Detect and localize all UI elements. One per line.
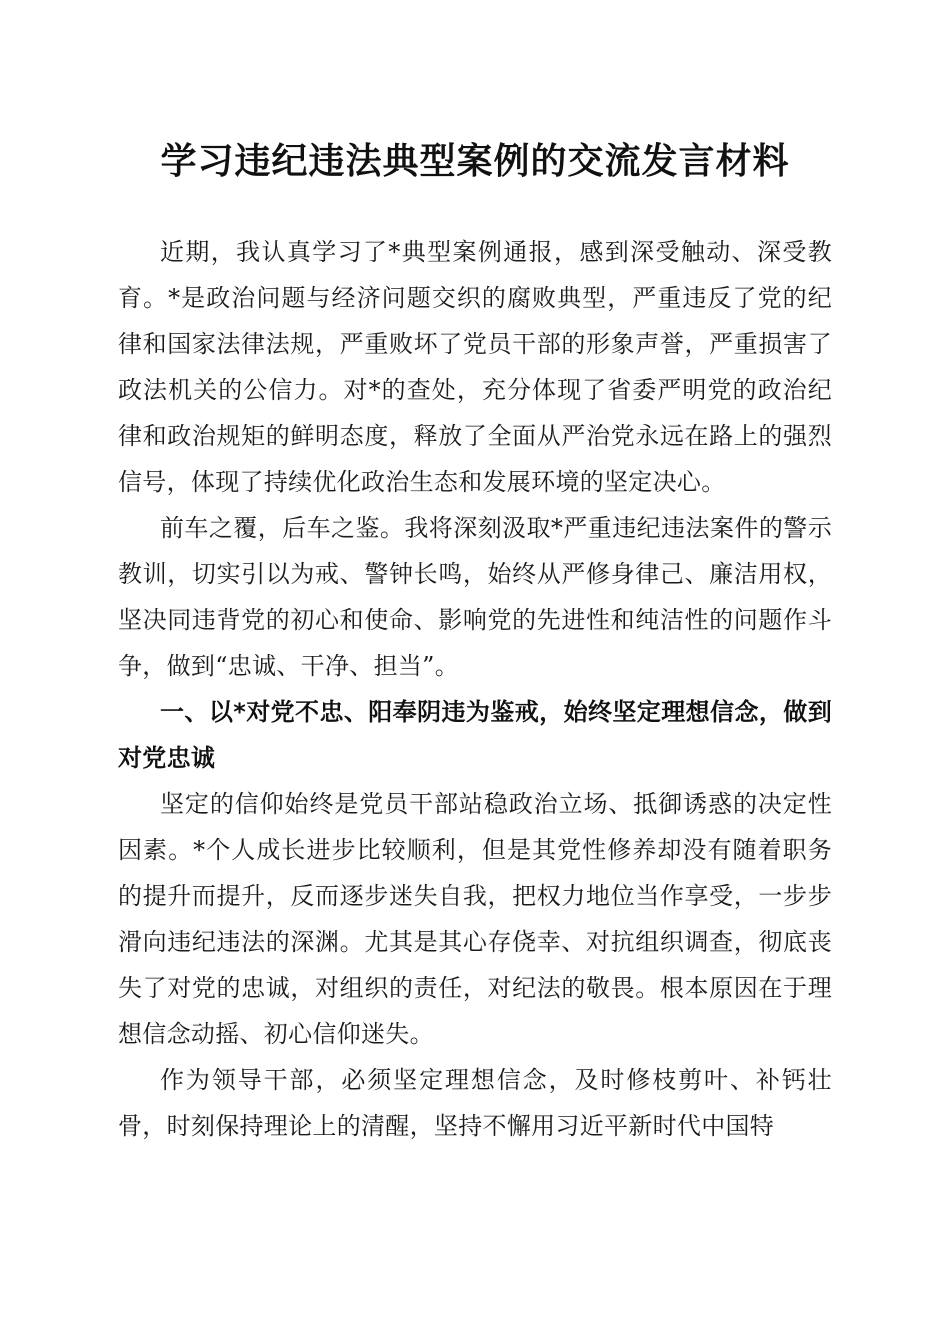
paragraph: 作为领导干部，必须坚定理想信念，及时修枝剪叶、补钙壮骨，时刻保持理论上的清醒，坚持不懈用习近平新时代中国特 (118, 1066, 832, 1140)
section-heading: 一、以*对党不忠、阳奉阴违为鉴戒，始终坚定理想信念，做到对党忠诚 (118, 698, 832, 772)
paragraph: 坚定的信仰始终是党员干部站稳政治立场、抵御诱惑的决定性因素。*个人成长进步比较顺利，但是其党性修养却没有随着职务的提升而提升，反而逐步迷失自我，把权力地位当作享受，一步步滑向违纪违法的深渊。尤其是其心存侥幸、对抗组织调查，彻底丧失了对党的忠诚，对组织的责任，对纪法的敬畏。根本原因在于理想信念动摇、初心信仰迷失。 (118, 790, 832, 1048)
paragraph: 前车之覆，后车之鉴。我将深刻汲取*严重违纪违法案件的警示教训，切实引以为戒、警钟长鸣，始终从严修身律己、廉洁用权，坚决同违背党的初心和使命、影响党的先进性和纯洁性的问题作斗争，做到“忠诚、干净、担当”。 (118, 514, 832, 680)
document-title: 学习违纪违法典型案例的交流发言材料 (160, 140, 790, 182)
paragraph: 近期，我认真学习了*典型案例通报，感到深受触动、深受教育。*是政治问题与经济问题交织的腐败典型，严重违反了党的纪律和国家法律法规，严重败坏了党员干部的形象声誉，严重损害了政法机关的公信力。对*的查处，充分体现了省委严明党的政治纪律和政治规矩的鲜明态度，释放了全面从严治党永远在路上的强烈信号，体现了持续优化政治生态和发展环境的坚定决心。 (118, 238, 832, 496)
document-body (118, 229, 832, 1149)
